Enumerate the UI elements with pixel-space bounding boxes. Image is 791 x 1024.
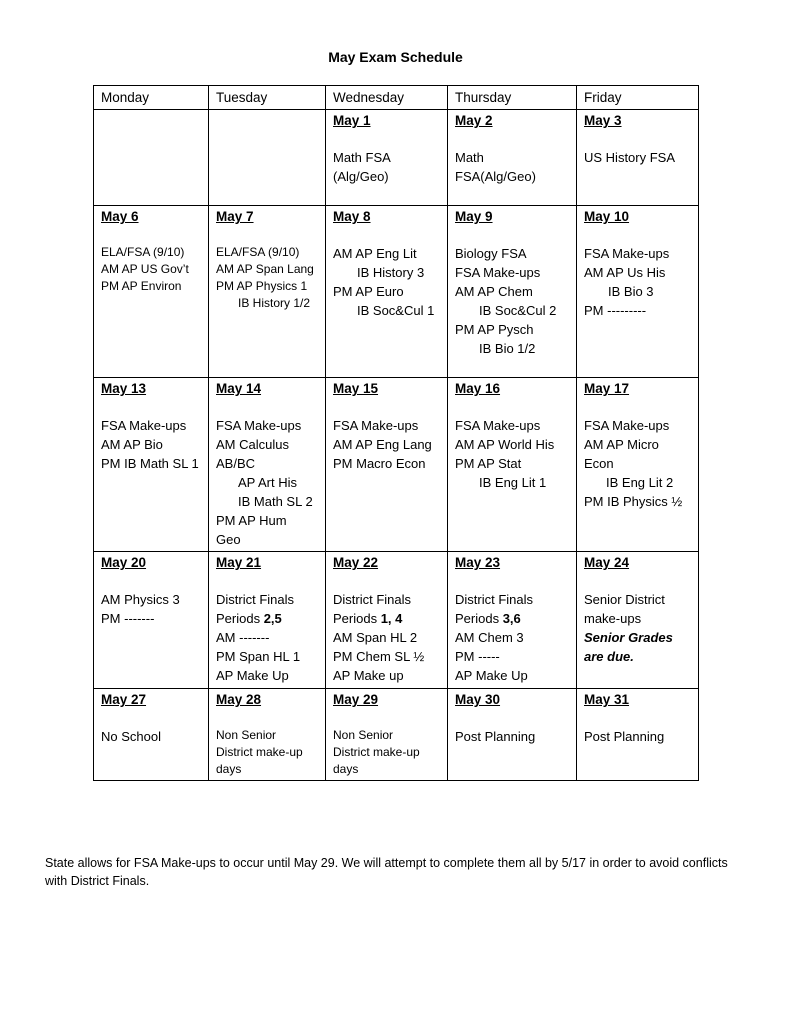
exam-entry-text: FSA Make-ups xyxy=(333,418,419,433)
exam-entry-text: AM AP Micro xyxy=(584,437,659,452)
page-title: May Exam Schedule xyxy=(328,49,463,65)
exam-entry xyxy=(584,244,691,263)
exam-entry xyxy=(584,590,691,609)
day-cell xyxy=(577,378,699,552)
exam-entry xyxy=(333,454,440,473)
exam-entry xyxy=(333,148,440,167)
exam-entry-text: AM AP Eng Lang xyxy=(333,437,432,452)
exam-entry-text: AM AP Us His xyxy=(584,265,666,280)
exam-entry-text: FSA Make-ups xyxy=(216,418,302,433)
exam-entry-text: District Finals xyxy=(333,592,412,607)
day-cell xyxy=(326,206,448,378)
exam-entry xyxy=(101,454,201,473)
exam-entry xyxy=(584,263,691,282)
exam-entry-text: days xyxy=(333,762,359,776)
day-cell xyxy=(94,110,209,206)
exam-entry xyxy=(101,244,201,261)
week-row xyxy=(94,689,699,781)
day-cell xyxy=(94,689,209,781)
exam-entry-text: IB Soc&Cul 1 xyxy=(357,303,435,318)
exam-entry-text: Senior District xyxy=(584,592,665,607)
exam-entry xyxy=(216,295,318,312)
day-date: May 17 xyxy=(584,381,630,396)
exam-entry-text: AM AP Chem xyxy=(455,284,533,299)
day-cell xyxy=(209,552,326,689)
exam-entry-text: Post Planning xyxy=(455,729,536,744)
exam-entry xyxy=(333,282,440,301)
exam-entry xyxy=(584,727,691,746)
exam-entry xyxy=(455,301,569,320)
day-cell xyxy=(326,552,448,689)
day-date: May 15 xyxy=(333,381,379,396)
exam-entry xyxy=(216,744,318,761)
day-cell xyxy=(577,206,699,378)
exam-entry-text: IB Math SL 2 xyxy=(238,494,313,509)
exam-entry-text: PM ----- xyxy=(455,649,500,664)
exam-entry-text: AM Calculus xyxy=(216,437,289,452)
exam-entry xyxy=(101,416,201,435)
exam-entry-text: are due. xyxy=(584,649,634,664)
day-date: May 13 xyxy=(101,381,147,396)
exam-entry xyxy=(455,320,569,339)
day-date: May 29 xyxy=(333,692,379,707)
exam-entry-text: AM ------- xyxy=(216,630,270,645)
exam-entry xyxy=(333,609,440,628)
day-cell xyxy=(326,689,448,781)
day-cell xyxy=(577,110,699,206)
exam-entry-text: ELA/FSA (9/10) xyxy=(216,245,300,259)
day-date: May 9 xyxy=(455,209,493,224)
periods-value: 3,6 xyxy=(502,611,521,626)
exam-entry-text: IB Soc&Cul 2 xyxy=(479,303,557,318)
exam-entry-text: IB History 1/2 xyxy=(238,296,311,310)
exam-entry xyxy=(584,301,691,320)
day-date: May 20 xyxy=(101,555,147,570)
day-date: May 21 xyxy=(216,555,262,570)
exam-entry-text: FSA(Alg/Geo) xyxy=(455,169,536,184)
exam-entry xyxy=(584,435,691,454)
day-date: May 27 xyxy=(101,692,147,707)
exam-entry xyxy=(101,261,201,278)
exam-entry xyxy=(455,590,569,609)
exam-entry xyxy=(333,666,440,685)
exam-entry xyxy=(455,148,569,167)
day-date: May 31 xyxy=(584,692,630,707)
exam-entry-text: PM Macro Econ xyxy=(333,456,426,471)
exam-entry-text: IB Bio 1/2 xyxy=(479,341,536,356)
exam-entry xyxy=(584,454,691,473)
exam-entry xyxy=(584,628,691,647)
exam-entry-text: Periods xyxy=(216,611,264,626)
exam-entry-text: US History FSA xyxy=(584,150,676,165)
day-header-wednesday: Wednesday xyxy=(326,86,448,110)
exam-entry-text: PM AP Stat xyxy=(455,456,522,471)
exam-entry-text: days xyxy=(216,762,242,776)
day-cell xyxy=(209,689,326,781)
day-header-thursday: Thursday xyxy=(448,86,577,110)
exam-entry xyxy=(455,628,569,647)
day-cell xyxy=(94,552,209,689)
exam-entry-text: AM Physics 3 xyxy=(101,592,180,607)
week-row xyxy=(94,552,699,689)
exam-entry-text: FSA Make-ups xyxy=(584,418,670,433)
day-date: May 6 xyxy=(101,209,139,224)
exam-entry xyxy=(584,492,691,511)
exam-entry xyxy=(216,492,318,511)
exam-schedule-table xyxy=(93,85,699,781)
exam-entry xyxy=(216,435,318,454)
exam-entry xyxy=(455,244,569,263)
exam-entry-text: FSA Make-ups xyxy=(101,418,187,433)
exam-entry-text: Non Senior xyxy=(333,728,394,742)
exam-entry-text: ELA/FSA (9/10) xyxy=(101,245,185,259)
exam-entry-text: AM AP Eng Lit xyxy=(333,246,417,261)
exam-entry xyxy=(101,727,201,746)
week-row xyxy=(94,378,699,552)
exam-entry-text: AM AP US Gov’t xyxy=(101,262,189,276)
exam-entry-text: Biology FSA xyxy=(455,246,527,261)
exam-entry-text: AM Span HL 2 xyxy=(333,630,418,645)
exam-entry-text: IB Eng Lit 1 xyxy=(479,475,547,490)
exam-entry-text: PM AP Euro xyxy=(333,284,404,299)
week-row xyxy=(94,206,699,378)
exam-entry xyxy=(584,647,691,666)
day-header-monday: Monday xyxy=(94,86,209,110)
exam-entry xyxy=(216,454,318,473)
periods-value: 2,5 xyxy=(263,611,282,626)
exam-entry-text: Math FSA xyxy=(333,150,391,165)
table-header-row xyxy=(94,86,699,110)
day-cell xyxy=(209,378,326,552)
exam-entry xyxy=(333,647,440,666)
exam-entry-text: PM AP Hum xyxy=(216,513,287,528)
exam-entry-text: AM AP World His xyxy=(455,437,555,452)
exam-entry xyxy=(216,590,318,609)
exam-entry xyxy=(333,761,440,778)
exam-entry xyxy=(455,416,569,435)
exam-entry xyxy=(333,628,440,647)
exam-entry xyxy=(455,435,569,454)
exam-entry xyxy=(216,761,318,778)
exam-entry-text: IB Eng Lit 2 xyxy=(606,475,674,490)
exam-entry xyxy=(455,473,569,492)
exam-entry xyxy=(455,263,569,282)
exam-entry xyxy=(216,727,318,744)
exam-entry xyxy=(333,744,440,761)
exam-entry xyxy=(455,167,569,186)
day-date: May 28 xyxy=(216,692,262,707)
day-date: May 14 xyxy=(216,381,262,396)
exam-entry-text: No School xyxy=(101,729,161,744)
exam-entry xyxy=(455,609,569,628)
day-cell xyxy=(448,378,577,552)
exam-entry xyxy=(584,473,691,492)
day-cell xyxy=(577,552,699,689)
exam-entry-text: AP Make up xyxy=(333,668,404,683)
day-date: May 2 xyxy=(455,113,493,128)
exam-entry-text: make-ups xyxy=(584,611,642,626)
exam-entry xyxy=(333,167,440,186)
day-date: May 10 xyxy=(584,209,630,224)
exam-entry-text: PM Chem SL ½ xyxy=(333,649,425,664)
day-cell xyxy=(577,689,699,781)
day-date: May 16 xyxy=(455,381,501,396)
exam-entry xyxy=(455,282,569,301)
exam-entry xyxy=(584,282,691,301)
exam-entry xyxy=(333,727,440,744)
day-cell xyxy=(326,378,448,552)
day-date: May 8 xyxy=(333,209,371,224)
week-row xyxy=(94,110,699,206)
day-header-tuesday: Tuesday xyxy=(209,86,326,110)
exam-entry xyxy=(455,727,569,746)
exam-entry-text: PM ------- xyxy=(101,611,155,626)
exam-entry xyxy=(455,666,569,685)
exam-entry-text: Math xyxy=(455,150,484,165)
exam-entry-text: PM AP Pysch xyxy=(455,322,534,337)
exam-entry xyxy=(101,435,201,454)
exam-entry-text: PM Span HL 1 xyxy=(216,649,301,664)
day-cell xyxy=(209,110,326,206)
exam-entry-text: FSA Make-ups xyxy=(455,265,541,280)
exam-entry-text: AP Make Up xyxy=(455,668,528,683)
exam-entry-text: District make-up xyxy=(216,745,303,759)
exam-entry-text: Post Planning xyxy=(584,729,665,744)
exam-entry-text: AP Art His xyxy=(238,475,298,490)
exam-entry xyxy=(216,628,318,647)
exam-entry xyxy=(216,416,318,435)
day-cell xyxy=(448,552,577,689)
footnote: State allows for FSA Make-ups to occur until May 29. We will attempt to complete them all by 5/17 in order to avoid conflicts with District Finals. xyxy=(45,856,728,888)
day-cell xyxy=(94,378,209,552)
exam-entry-text: Geo xyxy=(216,532,241,547)
exam-entry-text: Non Senior xyxy=(216,728,277,742)
exam-entry xyxy=(216,530,318,549)
exam-entry-text: District Finals xyxy=(455,592,534,607)
day-cell xyxy=(209,206,326,378)
day-cell xyxy=(448,689,577,781)
exam-entry xyxy=(584,609,691,628)
exam-entry xyxy=(333,263,440,282)
exam-entry-text: AP Make Up xyxy=(216,668,289,683)
exam-entry xyxy=(333,435,440,454)
exam-entry-text: PM AP Environ xyxy=(101,279,182,293)
day-date: May 1 xyxy=(333,113,371,128)
day-cell xyxy=(448,206,577,378)
exam-entry xyxy=(333,416,440,435)
day-date: May 30 xyxy=(455,692,501,707)
exam-entry xyxy=(584,148,691,167)
exam-entry xyxy=(584,416,691,435)
exam-entry xyxy=(333,244,440,263)
exam-entry xyxy=(216,261,318,278)
exam-entry-text: (Alg/Geo) xyxy=(333,169,389,184)
exam-entry-text: AB/BC xyxy=(216,456,256,471)
exam-entry xyxy=(216,609,318,628)
exam-entry xyxy=(101,278,201,295)
exam-entry xyxy=(455,339,569,358)
day-date: May 3 xyxy=(584,113,622,128)
exam-entry xyxy=(216,244,318,261)
periods-value: 1, 4 xyxy=(380,611,403,626)
exam-entry-text: FSA Make-ups xyxy=(584,246,670,261)
day-date: May 22 xyxy=(333,555,379,570)
exam-entry xyxy=(101,590,201,609)
exam-entry xyxy=(455,647,569,666)
exam-entry xyxy=(333,590,440,609)
exam-entry xyxy=(216,473,318,492)
exam-entry-text: Periods xyxy=(333,611,381,626)
day-date: May 7 xyxy=(216,209,254,224)
day-cell xyxy=(448,110,577,206)
exam-entry-text: PM IB Physics ½ xyxy=(584,494,683,509)
exam-entry xyxy=(216,647,318,666)
exam-entry-text: AM AP Bio xyxy=(101,437,163,452)
day-cell xyxy=(94,206,209,378)
day-date: May 23 xyxy=(455,555,501,570)
exam-entry-text: PM --------- xyxy=(584,303,647,318)
exam-entry-text: IB History 3 xyxy=(357,265,425,280)
exam-entry-text: District make-up xyxy=(333,745,420,759)
exam-entry xyxy=(216,511,318,530)
exam-entry-text: FSA Make-ups xyxy=(455,418,541,433)
exam-entry xyxy=(216,278,318,295)
exam-entry xyxy=(216,666,318,685)
exam-entry-text: Periods xyxy=(455,611,503,626)
exam-entry-text: Senior Grades xyxy=(584,630,673,645)
exam-entry-text: AM AP Span Lang xyxy=(216,262,314,276)
day-cell xyxy=(326,110,448,206)
exam-entry-text: Econ xyxy=(584,456,614,471)
exam-entry xyxy=(333,301,440,320)
day-header-friday: Friday xyxy=(577,86,699,110)
exam-entry-text: IB Bio 3 xyxy=(608,284,654,299)
exam-entry-text: AM Chem 3 xyxy=(455,630,524,645)
exam-entry-text: District Finals xyxy=(216,592,295,607)
exam-entry-text: PM IB Math SL 1 xyxy=(101,456,199,471)
exam-entry xyxy=(101,609,201,628)
exam-entry xyxy=(455,454,569,473)
day-date: May 24 xyxy=(584,555,630,570)
exam-entry-text: PM AP Physics 1 xyxy=(216,279,308,293)
